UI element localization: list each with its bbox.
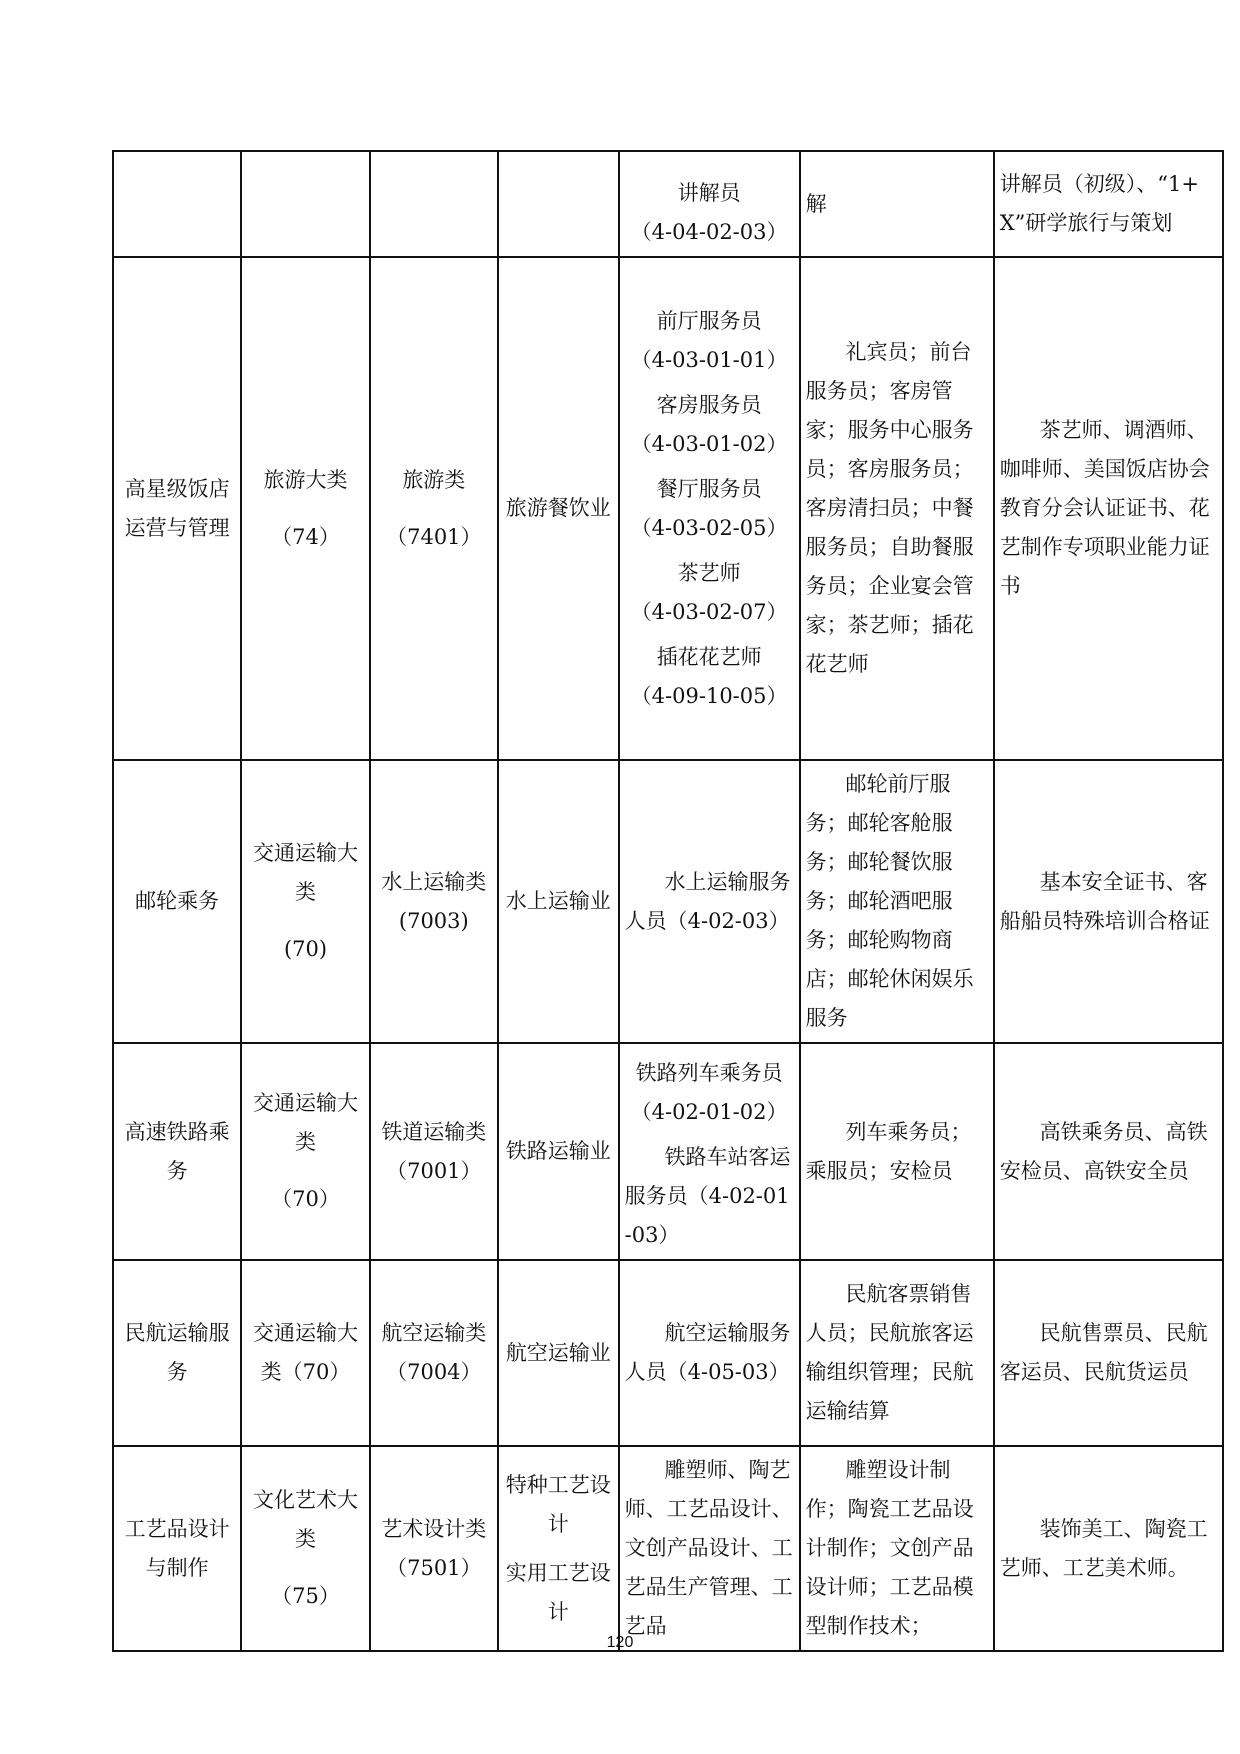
occupation-code: （4-04-02-03） xyxy=(630,220,788,244)
industry-cell: 旅游餐饮业 xyxy=(498,257,619,760)
posts-cell: 民航客票销售人员；民航旅客运输组织管理；民航运输结算 xyxy=(800,1260,994,1446)
category-cell xyxy=(241,1446,369,1651)
occupation-cell: 航空运输服务人员（4-05-03） xyxy=(619,1260,800,1446)
occupation-item xyxy=(625,554,794,632)
occupation-name: 茶艺师 xyxy=(677,560,741,585)
occupation-code: （4-03-01-02） xyxy=(630,431,788,456)
table-row xyxy=(113,760,1223,1043)
major-cell: 高速铁路乘务 xyxy=(113,1043,241,1260)
class-code: （7001） xyxy=(386,1158,482,1183)
class-name: 铁道运输类 xyxy=(381,1119,487,1144)
category-name: 交通运输大类 xyxy=(252,841,358,904)
class-name: 旅游类 xyxy=(402,467,466,492)
class-cell xyxy=(370,257,498,760)
category-code: （70） xyxy=(271,1187,340,1211)
occupation-item: 铁路车站客运服务员（4-02-01-03） xyxy=(624,1145,791,1247)
posts-cell: 邮轮前厅服务；邮轮客舱服务；邮轮餐饮服务；邮轮酒吧服务；邮轮购物商店；邮轮休闲娱乐服务 xyxy=(800,760,994,1043)
occupation-cell: 水上运输服务人员（4-02-03） xyxy=(619,760,800,1043)
occupation-name: 前厅服务员 xyxy=(656,308,762,333)
industry-item: 特种工艺设计 xyxy=(505,1472,611,1536)
class-cell xyxy=(370,1043,498,1260)
occupation-name: 客房服务员 xyxy=(656,392,762,417)
industry-cell xyxy=(498,1446,619,1651)
major-cell xyxy=(113,151,241,257)
posts-cell: 解 xyxy=(800,151,994,257)
class-name: 艺术设计类 xyxy=(381,1516,487,1541)
occupation-code: （4-09-10-05） xyxy=(630,683,788,708)
table-row xyxy=(113,257,1223,760)
table-row xyxy=(113,151,1223,257)
occupation-name: 讲解员 xyxy=(677,181,741,205)
occupation-table xyxy=(112,150,1224,1652)
class-code: （7501） xyxy=(386,1555,482,1580)
occupation-code: （4-02-01-02） xyxy=(630,1100,788,1124)
occupation-item xyxy=(625,302,794,380)
category-name: 交通运输大类 xyxy=(252,1091,358,1154)
class-code: （7004） xyxy=(386,1360,482,1384)
class-cell xyxy=(370,1260,498,1446)
class-code: (7003) xyxy=(398,908,469,933)
occupation-item xyxy=(625,386,794,464)
major-cell: 民航运输服务 xyxy=(113,1260,241,1446)
category-cell xyxy=(241,760,369,1043)
class-cell xyxy=(370,760,498,1043)
industry-cell: 铁路运输业 xyxy=(498,1043,619,1260)
occupation-item xyxy=(625,470,794,548)
certificates-cell: 高铁乘务员、高铁安检员、高铁安全员 xyxy=(994,1043,1223,1260)
class-code: （7401） xyxy=(386,524,482,549)
class-cell xyxy=(370,151,498,257)
major-cell: 工艺品设计与制作 xyxy=(113,1446,241,1651)
occupation-item xyxy=(625,638,794,716)
category-name: 旅游大类 xyxy=(263,467,348,492)
occupation-item xyxy=(625,1054,794,1132)
certificates-cell: 民航售票员、民航客运员、民航货运员 xyxy=(994,1260,1223,1446)
class-name: 水上运输类 xyxy=(381,869,487,894)
table-row xyxy=(113,1043,1223,1260)
category-name: 文化艺术大类 xyxy=(252,1488,358,1551)
occupation-cell: 雕塑师、陶艺师、工艺品设计、文创产品设计、工艺品生产管理、工艺品 xyxy=(619,1446,800,1651)
category-code: (70) xyxy=(283,937,328,961)
industry-cell xyxy=(498,151,619,257)
class-cell xyxy=(370,1446,498,1651)
occupation-name: 插花花艺师 xyxy=(656,644,762,669)
category-cell: 交通运输大类（70） xyxy=(241,1260,369,1446)
industry-item: 实用工艺设计 xyxy=(505,1560,611,1624)
occupation-code: （4-03-01-01） xyxy=(630,347,788,372)
occupation-cell xyxy=(619,151,800,257)
certificates-cell: 讲解员（初级）、“1+X”研学旅行与策划 xyxy=(994,151,1223,257)
category-cell xyxy=(241,257,369,760)
certificates-cell: 装饰美工、陶瓷工艺师、工艺美术师。 xyxy=(994,1446,1223,1651)
posts-cell: 列车乘务员；乘服员；安检员 xyxy=(800,1043,994,1260)
industry-cell: 水上运输业 xyxy=(498,760,619,1043)
category-cell xyxy=(241,1043,369,1260)
class-name: 航空运输类 xyxy=(381,1321,487,1345)
category-code: （74） xyxy=(271,524,340,549)
category-cell xyxy=(241,151,369,257)
occupation-code: （4-03-02-05） xyxy=(630,515,788,540)
major-cell: 高星级饭店运营与管理 xyxy=(113,257,241,760)
posts-cell: 礼宾员；前台服务员；客房管家；服务中心服务员；客房服务员；客房清扫员；中餐服务员；自助餐服务员；企业宴会管家；茶艺师；插花花艺师 xyxy=(800,257,994,760)
posts-cell: 雕塑设计制作；陶瓷工艺品设计制作；文创产品设计师；工艺品模型制作技术； xyxy=(800,1446,994,1651)
occupation-code: （4-03-02-07） xyxy=(630,599,788,624)
page-number: 120 xyxy=(606,1634,634,1651)
table-row xyxy=(113,1260,1223,1446)
category-code: （75） xyxy=(271,1584,340,1608)
occupation-cell xyxy=(619,257,800,760)
occupation-name: 铁路列车乘务员 xyxy=(635,1061,783,1085)
table-row xyxy=(113,1446,1223,1651)
certificates-cell: 基本安全证书、客船船员特殊培训合格证 xyxy=(994,760,1223,1043)
industry-cell: 航空运输业 xyxy=(498,1260,619,1446)
occupation-cell xyxy=(619,1043,800,1260)
certificates-cell: 茶艺师、调酒师、咖啡师、美国饭店协会教育分会认证证书、花艺制作专项职业能力证书 xyxy=(994,257,1223,760)
occupation-name: 餐厅服务员 xyxy=(656,476,762,501)
major-cell: 邮轮乘务 xyxy=(113,760,241,1043)
